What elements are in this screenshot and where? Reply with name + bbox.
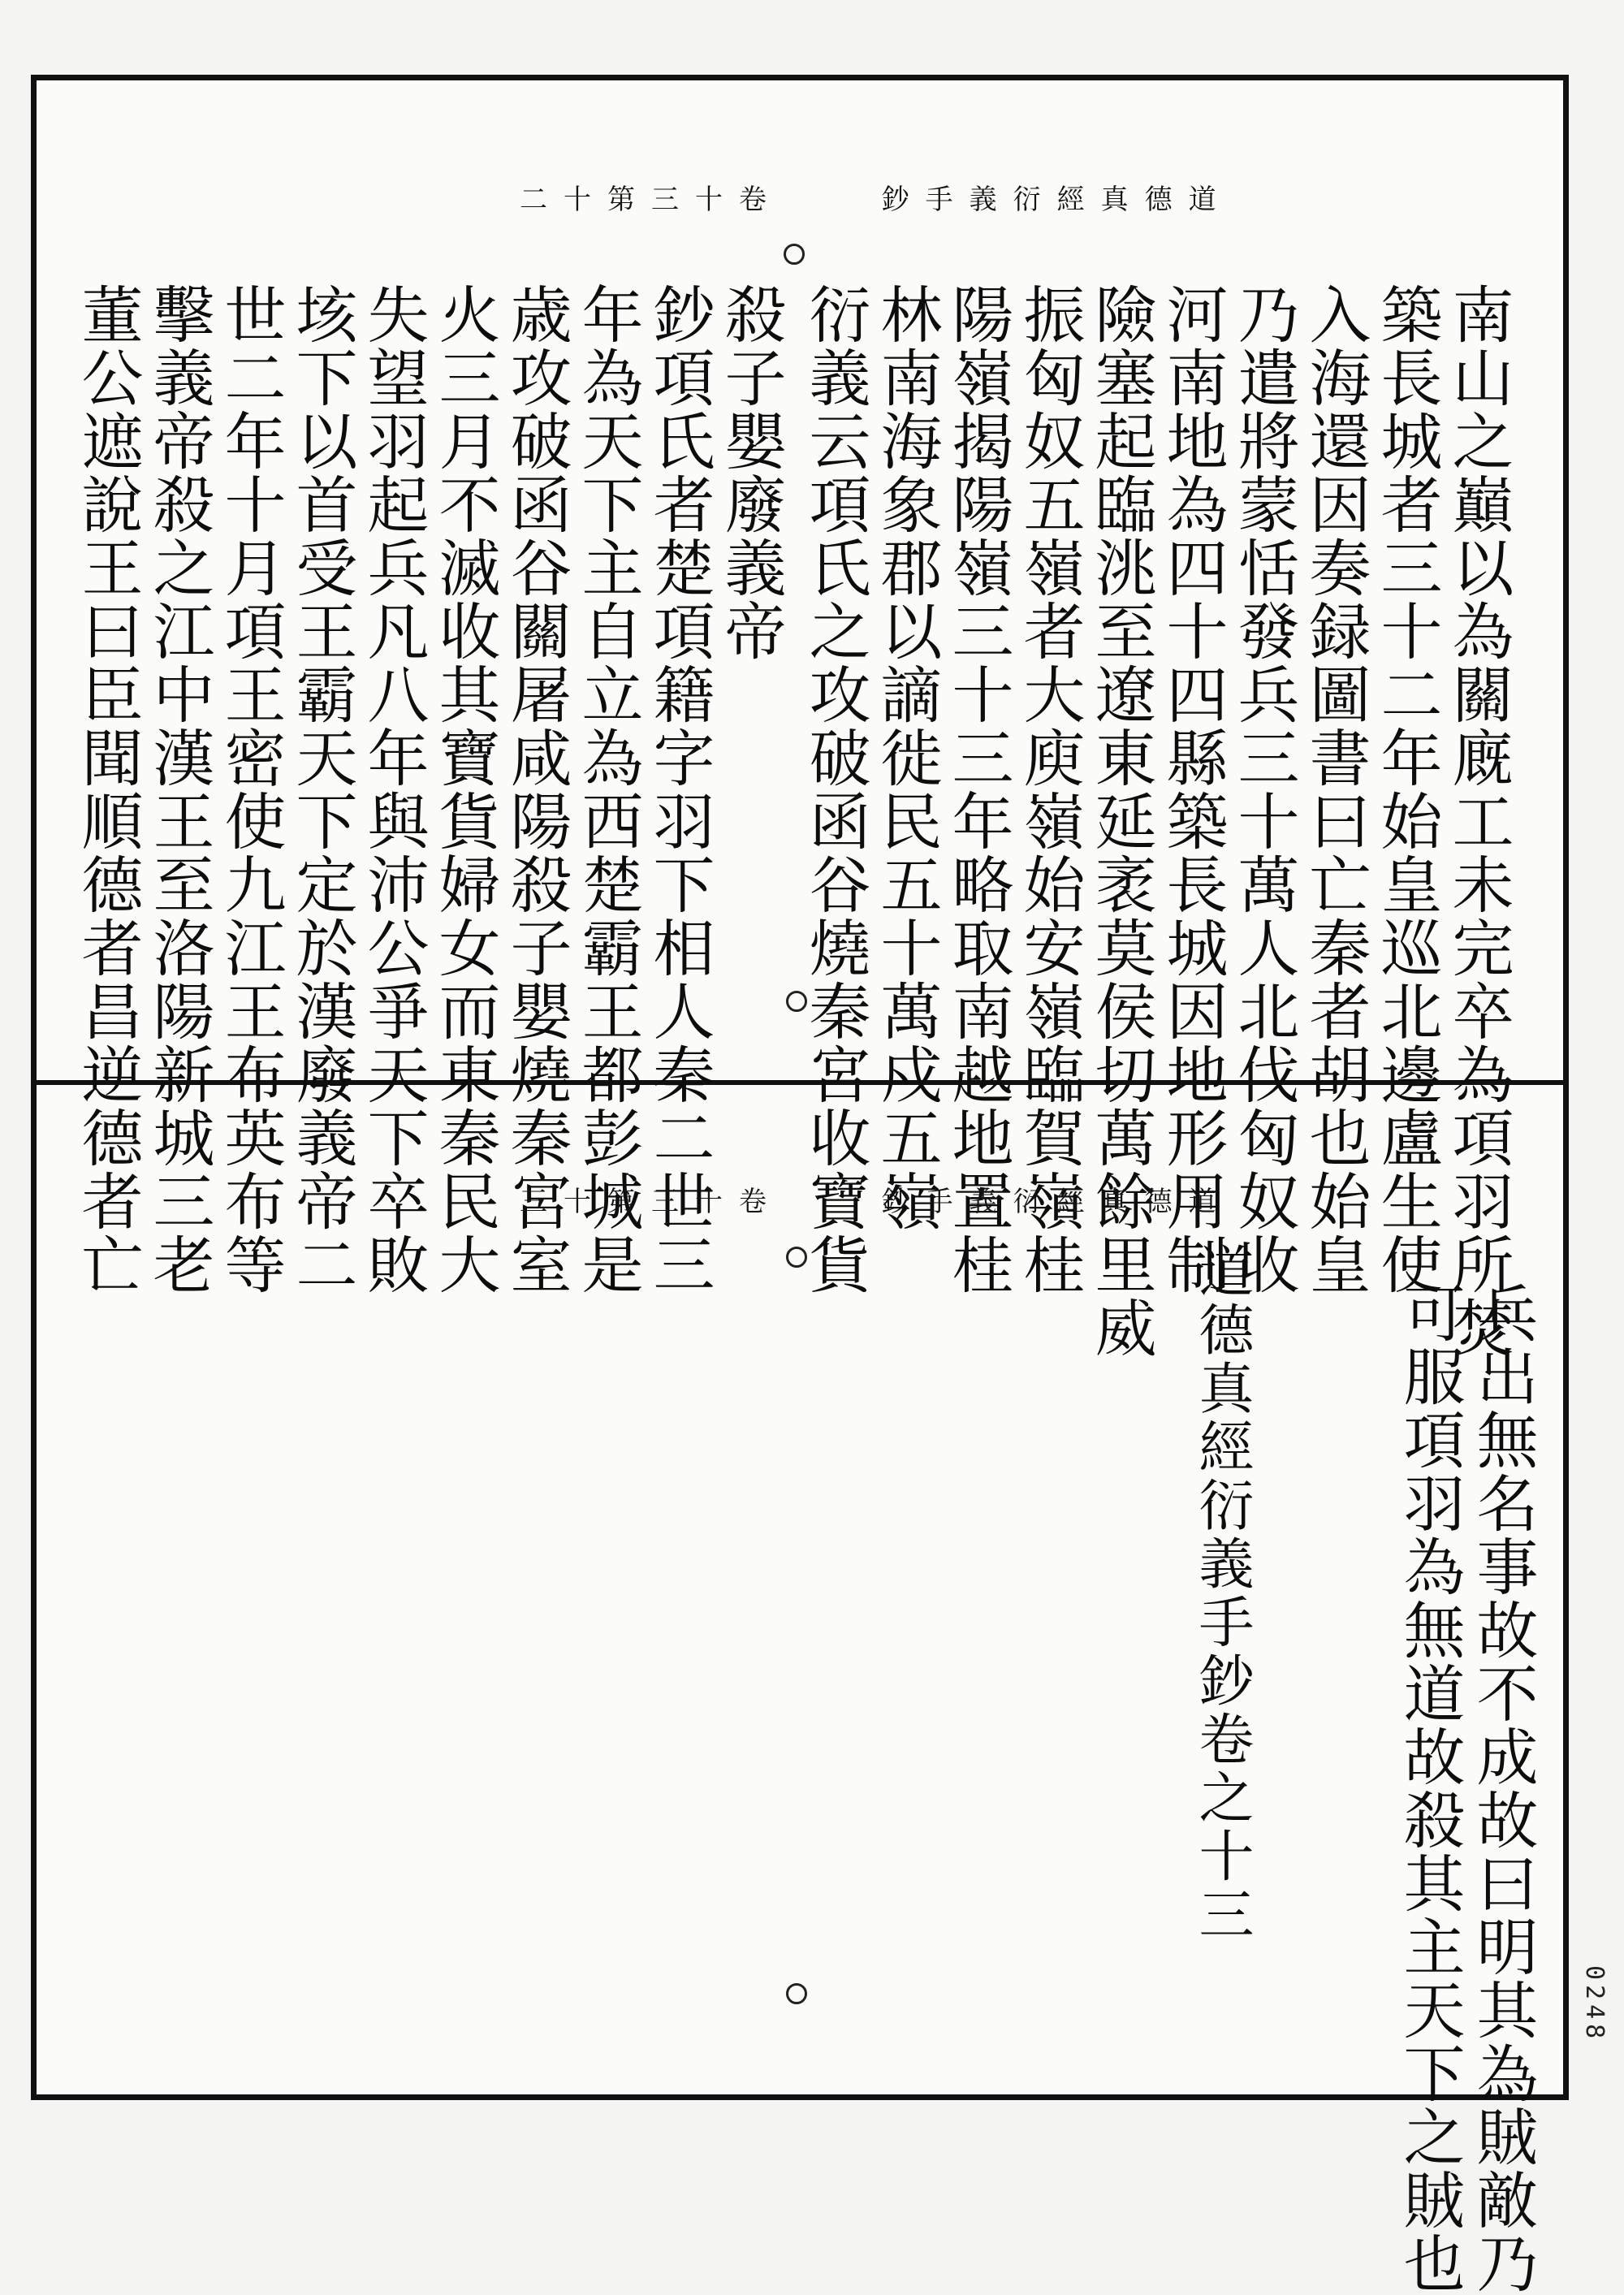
top-column-14: 歳攻破函谷關屠咸陽殺子嬰燒秦宮室: [500, 283, 572, 1296]
bottom-header-volume: 三十第三十卷: [520, 1186, 783, 1218]
top-column-5: 河南地為四十四縣築長城因地形用制: [1156, 283, 1229, 1296]
top-column-9: 林南海象郡以謫徙民五十萬戍五嶺: [870, 283, 943, 1233]
top-column-8: 陽嶺揭陽嶺三十三年略取南越地置桂: [942, 283, 1014, 1296]
top-column-11: 殺子嬰廢義帝: [715, 283, 787, 663]
bottom-header-title: 鈔手義衍經真德道: [881, 1186, 1233, 1218]
top-column-16: 失望羽起兵凡八年與沛公爭天下卒敗: [357, 283, 430, 1296]
top-column-10: 衍義云項氏之攻破函谷燒秦宮收寶貨: [799, 283, 871, 1296]
top-column-1: 南山之巔以為關廐工未完卒為項羽所焚: [1442, 283, 1514, 1359]
top-column-18: 世二年十月項王密使九江王布英布等: [214, 283, 287, 1296]
top-column-6: 險塞起臨洮至遼東延袤莫侯切萬餘里威: [1085, 283, 1157, 1359]
top-column-15: 火三月不滅收其寶貨婦女而東秦民大: [429, 283, 501, 1296]
top-column-20: 董公遮說王曰臣聞順德者昌逆德者亡: [71, 283, 144, 1296]
top-header: [520, 177, 1233, 217]
top-binding-hole-upper: [784, 244, 805, 265]
top-column-19: 擊義帝殺之江中漢王至洛陽新城三老: [143, 283, 215, 1296]
volume-end-title: 道德真經衍義手鈔卷之十三: [1190, 1243, 1254, 1944]
top-column-4: 乃遣將蒙恬發兵三十萬人北伐匈奴收: [1228, 283, 1300, 1296]
bottom-column-1: 兵出無名事故不成故曰明其為賊敵乃: [1466, 1281, 1539, 2295]
bottom-binding-hole-lower: [786, 1983, 807, 2004]
top-column-13: 年為天下主自立為西楚霸王都彭城是: [572, 283, 644, 1296]
top-column-17: 垓下以首受王霸天下定於漢廢義帝二: [286, 283, 358, 1296]
bottom-column-2: 可服項羽為無道故殺其主天下之賊也: [1393, 1281, 1466, 2295]
page-number: 0248: [1580, 1965, 1609, 2044]
top-column-2: 築長城者三十二年始皇巡北邊盧生使: [1371, 283, 1443, 1296]
top-column-12: 鈔項氏者楚項籍字羽下相人秦二世三: [643, 283, 715, 1296]
bottom-binding-hole-upper: [786, 1247, 807, 1268]
top-column-7: 振匈奴五嶺者大庾嶺始安嶺臨賀嶺桂: [1013, 283, 1086, 1296]
top-header-volume: 二十第三十卷: [520, 184, 783, 216]
bottom-header: [520, 1179, 1233, 1219]
top-column-3: 入海還因奏録圖書曰亡秦者胡也始皇: [1299, 283, 1371, 1296]
top-header-title: 鈔手義衍經真德道: [881, 184, 1233, 216]
